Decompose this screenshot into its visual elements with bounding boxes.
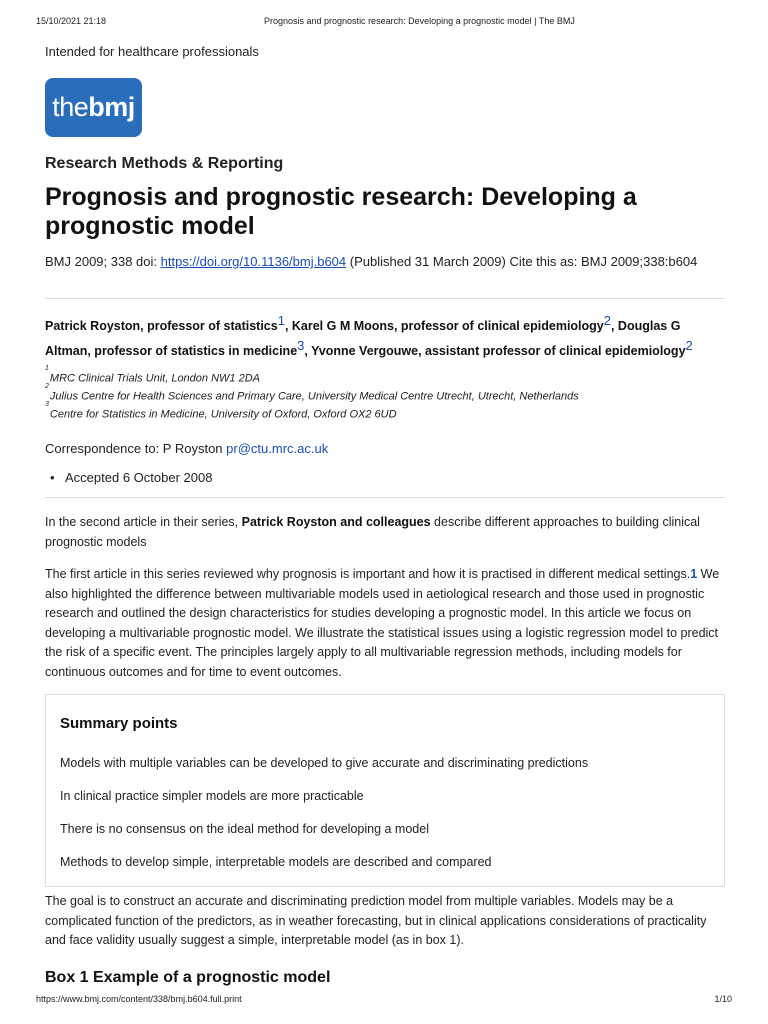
affiliation-ref[interactable]: 2 bbox=[685, 338, 693, 354]
article-title: Prognosis and prognostic research: Developing a prognostic model bbox=[45, 183, 637, 240]
summary-point: In clinical practice simpler models are more practicable bbox=[60, 789, 364, 803]
summary-point: Methods to develop simple, interpretable models are described and compared bbox=[60, 855, 492, 869]
author-list: Patrick Royston, professor of statistics$^1$, Karel G M Moons, professor of clinical epidemiology$^2$, Douglas G Altman, professor of statistics in medicine$^3$, Yvonne Vergouwe, assistant professor of clinical epidemiology$^2$ bbox=[45, 313, 693, 359]
print-header bbox=[36, 16, 732, 26]
goal-paragraph: The goal is to construct an accurate and discriminating prediction model from multiple variables. Models may be a complicated function of the predictors, as in weather forecasting, but in clinical applications considerations of practicality and face validity usually suggest a simple, interpretable model (as in box 1). bbox=[45, 894, 707, 947]
summary-point: There is no consensus on the ideal method for developing a model bbox=[60, 822, 429, 836]
correspondence: Correspondence to: P Royston pr@ctu.mrc.ac.uk bbox=[45, 441, 329, 456]
summary-title: Summary points bbox=[60, 715, 178, 732]
intro-paragraph: The first article in this series reviewed why prognosis is important and how it is practised in different medical settings.1 We also highlighted the difference between multivariable models used in aetiological research and those used in prognostic research and outlined the design characteristics for studies developing a prognostic model. In this article we focus on developing a multivariable prognostic model. We illustrate the statistical issues using a logistic regression model to predict the risk of a specific event. The principles largely apply to all multivariable regression methods, including models for continuous outcomes and for time to event outcomes. bbox=[45, 567, 720, 679]
bmj-logo[interactable]: the bmj bbox=[45, 78, 142, 137]
email-link[interactable]: pr@ctu.mrc.ac.uk bbox=[226, 441, 329, 456]
accepted-date: • Accepted 6 October 2008 bbox=[65, 470, 212, 485]
print-datetime: 15/10/2021 21:18 bbox=[36, 16, 107, 26]
affiliation-1: $^1$MRC Clinical Trials Unit, London NW1 2DA bbox=[45, 365, 260, 385]
article-section: Research Methods & Reporting bbox=[45, 155, 284, 172]
affiliation-ref[interactable]: 3 bbox=[297, 338, 305, 354]
summary-box bbox=[45, 694, 725, 887]
divider bbox=[45, 497, 725, 498]
affiliation-3: $^3$Centre for Statistics in Medicine, University of Oxford, Oxford OX2 6UD bbox=[45, 401, 397, 421]
print-footer bbox=[36, 994, 732, 1004]
affiliation-ref[interactable]: 1 bbox=[277, 313, 285, 328]
affiliation-ref[interactable]: 2 bbox=[603, 313, 611, 328]
box1-heading: Box 1 Example of a prognostic model bbox=[45, 969, 331, 986]
standfirst: In the second article in their series, Patrick Royston and colleagues describe different approaches to building clinical prognostic models bbox=[45, 515, 700, 549]
page-number: 1/10 bbox=[714, 994, 732, 1004]
doi-link[interactable]: https://doi.org/10.1136/bmj.b604 bbox=[160, 254, 347, 269]
citation: BMJ 2009; 338 doi: https://doi.org/10.1136/bmj.b604 (Published 31 March 2009) Cite this as: BMJ 2009;338:b604 bbox=[45, 254, 698, 269]
print-page-title: Prognosis and prognostic research: Developing a prognostic model | The BMJ bbox=[264, 16, 575, 26]
affiliation-2: $^2$Julius Centre for Health Sciences and Primary Care, University Medical Centre Utrecht, Utrecht, Netherlands bbox=[45, 383, 579, 403]
summary-point: Models with multiple variables can be developed to give accurate and discriminating predictions bbox=[60, 756, 589, 770]
reference-link[interactable]: 1 bbox=[690, 567, 698, 581]
audience-notice: Intended for healthcare professionals bbox=[45, 44, 259, 59]
print-url: https://www.bmj.com/content/338/bmj.b604.full.print bbox=[36, 994, 242, 1004]
divider bbox=[45, 298, 725, 299]
